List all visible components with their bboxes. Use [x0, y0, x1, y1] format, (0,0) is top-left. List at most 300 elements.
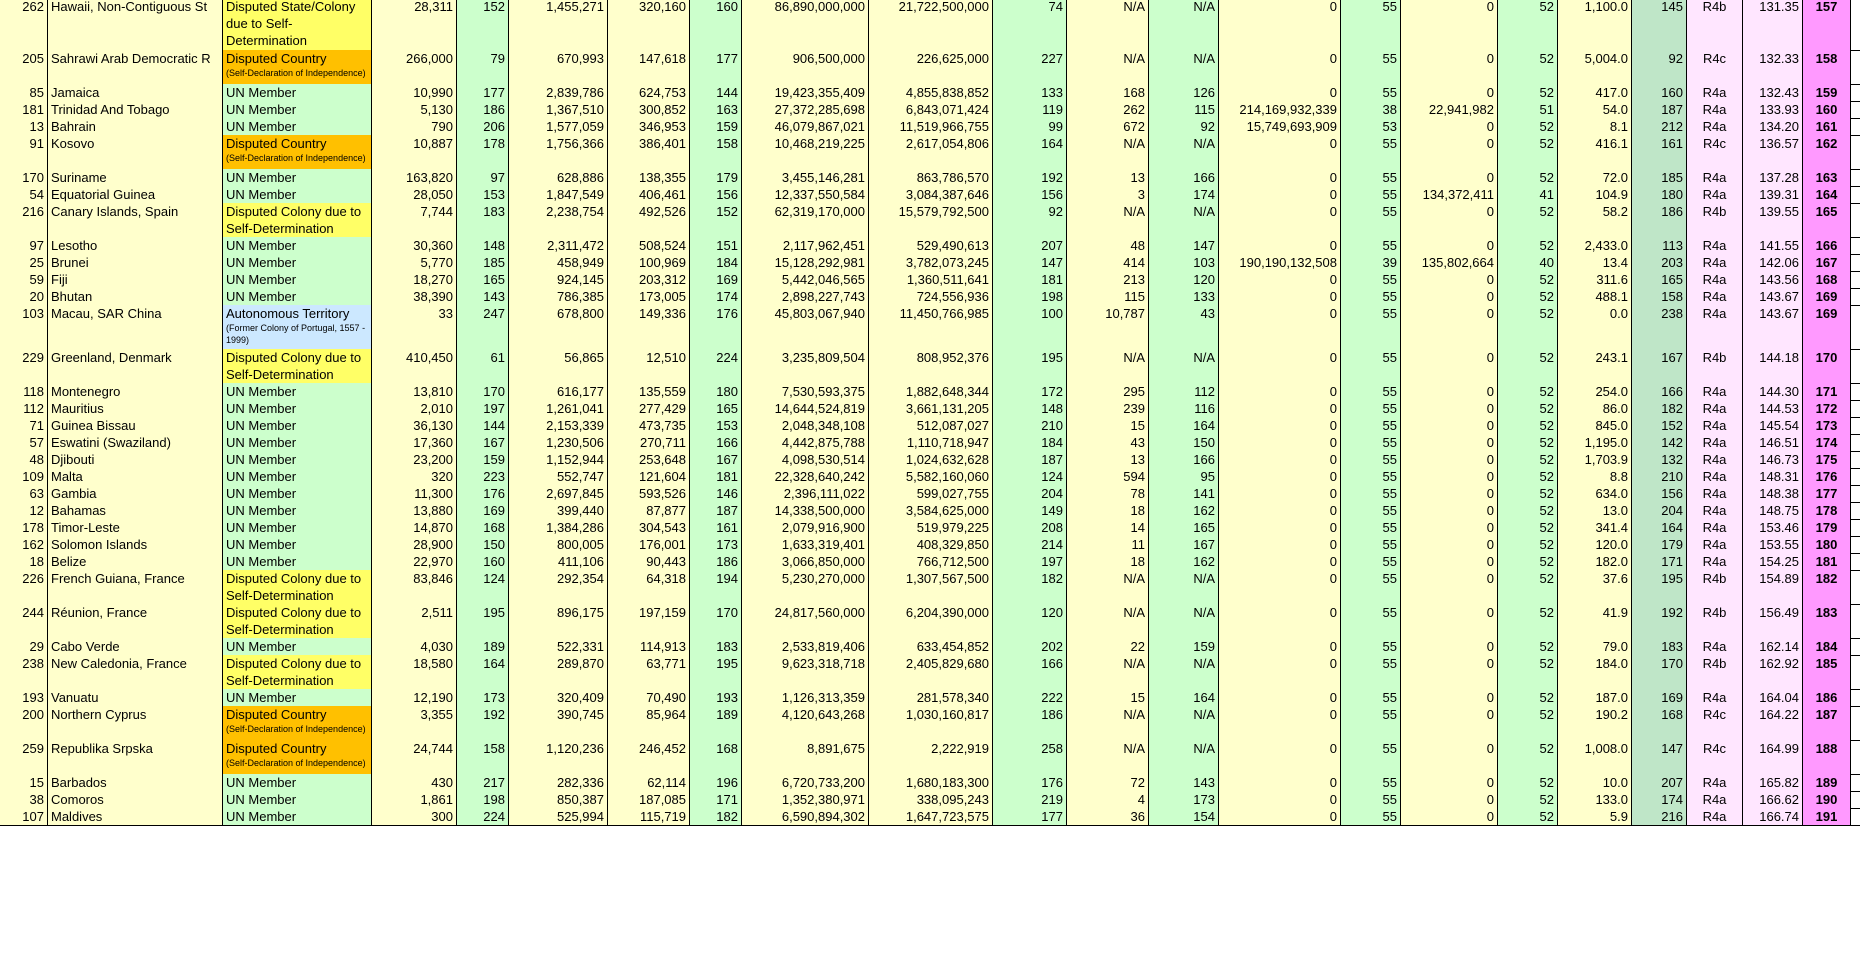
c14-cell[interactable]: 0: [1401, 135, 1498, 169]
c10-cell[interactable]: 115: [1067, 288, 1149, 305]
gdp-cell[interactable]: 3,455,146,281: [742, 169, 869, 186]
area-rank-cell[interactable]: 206: [457, 118, 509, 135]
c8-cell[interactable]: 15,579,792,500: [869, 203, 993, 237]
c6-cell[interactable]: 171: [690, 791, 742, 808]
c10-cell[interactable]: 3: [1067, 186, 1149, 203]
c17-cell[interactable]: 113: [1632, 237, 1687, 254]
country-cell[interactable]: Djibouti: [48, 451, 223, 468]
id-cell[interactable]: 216: [0, 203, 48, 237]
c16-cell[interactable]: 254.0: [1558, 383, 1632, 400]
area-rank-cell[interactable]: 176: [457, 485, 509, 502]
region-cell[interactable]: R4a: [1687, 808, 1743, 825]
c15-cell[interactable]: 52: [1498, 468, 1558, 485]
c11-cell[interactable]: 43: [1149, 305, 1219, 349]
status-cell[interactable]: [223, 434, 372, 451]
c16-cell[interactable]: 2,433.0: [1558, 237, 1632, 254]
c12-cell[interactable]: 0: [1219, 434, 1341, 451]
c9-cell[interactable]: 197: [993, 553, 1067, 570]
id-cell[interactable]: 29: [0, 638, 48, 655]
c14-cell[interactable]: 0: [1401, 808, 1498, 825]
status-cell[interactable]: [223, 50, 372, 84]
c17-cell[interactable]: 204: [1632, 502, 1687, 519]
c12-cell[interactable]: 0: [1219, 237, 1341, 254]
c16-cell[interactable]: 79.0: [1558, 638, 1632, 655]
status-cell[interactable]: [223, 271, 372, 288]
c12-cell[interactable]: 0: [1219, 791, 1341, 808]
area-rank-cell[interactable]: 167: [457, 434, 509, 451]
status-cell[interactable]: [223, 519, 372, 536]
gdp-cell[interactable]: 27,372,285,698: [742, 101, 869, 118]
c8-cell[interactable]: 599,027,755: [869, 485, 993, 502]
c11-cell[interactable]: 167: [1149, 536, 1219, 553]
c12-cell[interactable]: 0: [1219, 502, 1341, 519]
c8-cell[interactable]: 1,360,511,641: [869, 271, 993, 288]
c12-cell[interactable]: 0: [1219, 186, 1341, 203]
c11-cell[interactable]: 162: [1149, 502, 1219, 519]
pop-cell[interactable]: 850,387: [509, 791, 608, 808]
c8-cell[interactable]: 529,490,613: [869, 237, 993, 254]
c6-cell[interactable]: 166: [690, 434, 742, 451]
gdp-cell[interactable]: 2,117,962,451: [742, 237, 869, 254]
c6-cell[interactable]: 156: [690, 186, 742, 203]
region-cell[interactable]: R4c: [1687, 706, 1743, 740]
c5-cell[interactable]: 135,559: [608, 383, 690, 400]
rank-cell[interactable]: 172: [1803, 400, 1851, 417]
c15-cell[interactable]: 52: [1498, 203, 1558, 237]
area-cell[interactable]: 410,450: [372, 349, 457, 383]
c12-cell[interactable]: 0: [1219, 203, 1341, 237]
area-cell[interactable]: 430: [372, 774, 457, 791]
score-cell[interactable]: 132.33: [1743, 50, 1803, 84]
c16-cell[interactable]: 311.6: [1558, 271, 1632, 288]
region-cell[interactable]: R4c: [1687, 50, 1743, 84]
c8-cell[interactable]: 408,329,850: [869, 536, 993, 553]
c8-cell[interactable]: 1,882,648,344: [869, 383, 993, 400]
pop-cell[interactable]: 2,311,472: [509, 237, 608, 254]
pop-cell[interactable]: 678,800: [509, 305, 608, 349]
c11-cell[interactable]: 120: [1149, 271, 1219, 288]
rank-cell[interactable]: 160: [1803, 101, 1851, 118]
c5-cell[interactable]: 624,753: [608, 84, 690, 101]
c13-cell[interactable]: 55: [1341, 655, 1401, 689]
gdp-cell[interactable]: 15,128,292,981: [742, 254, 869, 271]
c11-cell[interactable]: 164: [1149, 417, 1219, 434]
country-cell[interactable]: Jamaica: [48, 84, 223, 101]
area-cell[interactable]: 10,887: [372, 135, 457, 169]
c6-cell[interactable]: 144: [690, 84, 742, 101]
c13-cell[interactable]: 55: [1341, 349, 1401, 383]
c6-cell[interactable]: 176: [690, 305, 742, 349]
area-cell[interactable]: 4,030: [372, 638, 457, 655]
pop-cell[interactable]: 390,745: [509, 706, 608, 740]
region-cell[interactable]: R4a: [1687, 519, 1743, 536]
c14-cell[interactable]: 0: [1401, 451, 1498, 468]
c8-cell[interactable]: 11,450,766,985: [869, 305, 993, 349]
c9-cell[interactable]: 172: [993, 383, 1067, 400]
rank-cell[interactable]: 179: [1803, 519, 1851, 536]
c10-cell[interactable]: 168: [1067, 84, 1149, 101]
gdp-cell[interactable]: 2,898,227,743: [742, 288, 869, 305]
area-rank-cell[interactable]: 61: [457, 349, 509, 383]
c6-cell[interactable]: 165: [690, 400, 742, 417]
pop-cell[interactable]: 786,385: [509, 288, 608, 305]
c10-cell[interactable]: 14: [1067, 519, 1149, 536]
country-cell[interactable]: Maldives: [48, 808, 223, 825]
area-rank-cell[interactable]: 183: [457, 203, 509, 237]
pop-cell[interactable]: 1,756,366: [509, 135, 608, 169]
c10-cell[interactable]: 11: [1067, 536, 1149, 553]
country-cell[interactable]: Trinidad And Tobago: [48, 101, 223, 118]
area-rank-cell[interactable]: 195: [457, 604, 509, 638]
id-cell[interactable]: 193: [0, 689, 48, 706]
c12-cell[interactable]: 0: [1219, 50, 1341, 84]
country-cell[interactable]: New Caledonia, France: [48, 655, 223, 689]
status-cell[interactable]: [223, 808, 372, 825]
country-cell[interactable]: Gambia: [48, 485, 223, 502]
score-cell[interactable]: 136.57: [1743, 135, 1803, 169]
c12-cell[interactable]: 0: [1219, 689, 1341, 706]
status-cell[interactable]: [223, 502, 372, 519]
country-cell[interactable]: Montenegro: [48, 383, 223, 400]
id-cell[interactable]: 118: [0, 383, 48, 400]
c11-cell[interactable]: 154: [1149, 808, 1219, 825]
c16-cell[interactable]: 634.0: [1558, 485, 1632, 502]
score-cell[interactable]: 134.20: [1743, 118, 1803, 135]
score-cell[interactable]: 137.28: [1743, 169, 1803, 186]
c17-cell[interactable]: 216: [1632, 808, 1687, 825]
region-cell[interactable]: R4a: [1687, 400, 1743, 417]
rank-cell[interactable]: 171: [1803, 383, 1851, 400]
c9-cell[interactable]: 120: [993, 604, 1067, 638]
c8-cell[interactable]: 512,087,027: [869, 417, 993, 434]
gdp-cell[interactable]: 4,098,530,514: [742, 451, 869, 468]
c15-cell[interactable]: 52: [1498, 519, 1558, 536]
c14-cell[interactable]: 0: [1401, 519, 1498, 536]
status-cell[interactable]: [223, 101, 372, 118]
c13-cell[interactable]: 38: [1341, 101, 1401, 118]
status-cell[interactable]: [223, 791, 372, 808]
region-cell[interactable]: R4c: [1687, 740, 1743, 774]
c5-cell[interactable]: 90,443: [608, 553, 690, 570]
gdp-cell[interactable]: 2,396,111,022: [742, 485, 869, 502]
region-cell[interactable]: R4a: [1687, 169, 1743, 186]
c11-cell[interactable]: 147: [1149, 237, 1219, 254]
rank-cell[interactable]: 183: [1803, 604, 1851, 638]
id-cell[interactable]: 103: [0, 305, 48, 349]
c15-cell[interactable]: 52: [1498, 791, 1558, 808]
rank-cell[interactable]: 162: [1803, 135, 1851, 169]
c5-cell[interactable]: 115,719: [608, 808, 690, 825]
c5-cell[interactable]: 197,159: [608, 604, 690, 638]
gdp-cell[interactable]: 86,890,000,000: [742, 0, 869, 50]
score-cell[interactable]: 144.53: [1743, 400, 1803, 417]
gdp-cell[interactable]: 9,623,318,718: [742, 655, 869, 689]
score-cell[interactable]: 139.55: [1743, 203, 1803, 237]
c17-cell[interactable]: 92: [1632, 50, 1687, 84]
c12-cell[interactable]: 0: [1219, 638, 1341, 655]
country-cell[interactable]: Lesotho: [48, 237, 223, 254]
score-cell[interactable]: 139.31: [1743, 186, 1803, 203]
id-cell[interactable]: 112: [0, 400, 48, 417]
pop-cell[interactable]: 628,886: [509, 169, 608, 186]
country-cell[interactable]: Bahrain: [48, 118, 223, 135]
id-cell[interactable]: 38: [0, 791, 48, 808]
country-cell[interactable]: Fiji: [48, 271, 223, 288]
area-cell[interactable]: 13,880: [372, 502, 457, 519]
c11-cell[interactable]: 126: [1149, 84, 1219, 101]
c11-cell[interactable]: N/A: [1149, 50, 1219, 84]
rank-cell[interactable]: 165: [1803, 203, 1851, 237]
c16-cell[interactable]: 1,703.9: [1558, 451, 1632, 468]
id-cell[interactable]: 170: [0, 169, 48, 186]
gdp-cell[interactable]: 2,079,916,900: [742, 519, 869, 536]
c9-cell[interactable]: 100: [993, 305, 1067, 349]
area-cell[interactable]: 30,360: [372, 237, 457, 254]
c10-cell[interactable]: 36: [1067, 808, 1149, 825]
id-cell[interactable]: 178: [0, 519, 48, 536]
area-rank-cell[interactable]: 152: [457, 0, 509, 50]
c16-cell[interactable]: 0.0: [1558, 305, 1632, 349]
pop-cell[interactable]: 800,005: [509, 536, 608, 553]
c13-cell[interactable]: 55: [1341, 186, 1401, 203]
c9-cell[interactable]: 124: [993, 468, 1067, 485]
c14-cell[interactable]: 0: [1401, 468, 1498, 485]
area-rank-cell[interactable]: 185: [457, 254, 509, 271]
c11-cell[interactable]: 141: [1149, 485, 1219, 502]
c8-cell[interactable]: 3,084,387,646: [869, 186, 993, 203]
c17-cell[interactable]: 186: [1632, 203, 1687, 237]
c12-cell[interactable]: 0: [1219, 169, 1341, 186]
gdp-cell[interactable]: 4,120,643,268: [742, 706, 869, 740]
pop-cell[interactable]: 2,839,786: [509, 84, 608, 101]
country-cell[interactable]: Brunei: [48, 254, 223, 271]
status-cell[interactable]: [223, 383, 372, 400]
c15-cell[interactable]: 52: [1498, 349, 1558, 383]
c10-cell[interactable]: 414: [1067, 254, 1149, 271]
pop-cell[interactable]: 282,336: [509, 774, 608, 791]
c5-cell[interactable]: 300,852: [608, 101, 690, 118]
region-cell[interactable]: R4b: [1687, 0, 1743, 50]
c13-cell[interactable]: 55: [1341, 519, 1401, 536]
c10-cell[interactable]: 78: [1067, 485, 1149, 502]
c15-cell[interactable]: 52: [1498, 305, 1558, 349]
c14-cell[interactable]: 0: [1401, 0, 1498, 50]
area-rank-cell[interactable]: 192: [457, 706, 509, 740]
score-cell[interactable]: 143.56: [1743, 271, 1803, 288]
pop-cell[interactable]: 2,153,339: [509, 417, 608, 434]
c11-cell[interactable]: 115: [1149, 101, 1219, 118]
c14-cell[interactable]: 0: [1401, 689, 1498, 706]
c8-cell[interactable]: 808,952,376: [869, 349, 993, 383]
area-rank-cell[interactable]: 153: [457, 186, 509, 203]
c14-cell[interactable]: 0: [1401, 536, 1498, 553]
area-cell[interactable]: 10,990: [372, 84, 457, 101]
rank-cell[interactable]: 157: [1803, 0, 1851, 50]
area-cell[interactable]: 13,810: [372, 383, 457, 400]
id-cell[interactable]: 97: [0, 237, 48, 254]
c10-cell[interactable]: 262: [1067, 101, 1149, 118]
region-cell[interactable]: R4a: [1687, 254, 1743, 271]
c16-cell[interactable]: 8.1: [1558, 118, 1632, 135]
country-cell[interactable]: Eswatini (Swaziland): [48, 434, 223, 451]
c16-cell[interactable]: 341.4: [1558, 519, 1632, 536]
c12-cell[interactable]: 15,749,693,909: [1219, 118, 1341, 135]
score-cell[interactable]: 131.35: [1743, 0, 1803, 50]
status-cell[interactable]: [223, 553, 372, 570]
c10-cell[interactable]: 43: [1067, 434, 1149, 451]
c13-cell[interactable]: 39: [1341, 254, 1401, 271]
status-cell[interactable]: [223, 254, 372, 271]
c17-cell[interactable]: 158: [1632, 288, 1687, 305]
status-cell[interactable]: [223, 169, 372, 186]
gdp-cell[interactable]: 906,500,000: [742, 50, 869, 84]
c8-cell[interactable]: 1,680,183,300: [869, 774, 993, 791]
area-rank-cell[interactable]: 97: [457, 169, 509, 186]
id-cell[interactable]: 20: [0, 288, 48, 305]
id-cell[interactable]: 71: [0, 417, 48, 434]
c16-cell[interactable]: 54.0: [1558, 101, 1632, 118]
pop-cell[interactable]: 292,354: [509, 570, 608, 604]
c6-cell[interactable]: 194: [690, 570, 742, 604]
c5-cell[interactable]: 406,461: [608, 186, 690, 203]
pop-cell[interactable]: 320,409: [509, 689, 608, 706]
c16-cell[interactable]: 120.0: [1558, 536, 1632, 553]
score-cell[interactable]: 146.51: [1743, 434, 1803, 451]
gdp-cell[interactable]: 2,048,348,108: [742, 417, 869, 434]
id-cell[interactable]: 91: [0, 135, 48, 169]
id-cell[interactable]: 107: [0, 808, 48, 825]
c17-cell[interactable]: 164: [1632, 519, 1687, 536]
c14-cell[interactable]: 0: [1401, 774, 1498, 791]
c9-cell[interactable]: 219: [993, 791, 1067, 808]
c11-cell[interactable]: 150: [1149, 434, 1219, 451]
c5-cell[interactable]: 121,604: [608, 468, 690, 485]
c8-cell[interactable]: 1,647,723,575: [869, 808, 993, 825]
gdp-cell[interactable]: 14,644,524,819: [742, 400, 869, 417]
c15-cell[interactable]: 52: [1498, 118, 1558, 135]
pop-cell[interactable]: 924,145: [509, 271, 608, 288]
c17-cell[interactable]: 212: [1632, 118, 1687, 135]
status-cell[interactable]: [223, 604, 372, 638]
score-cell[interactable]: 144.30: [1743, 383, 1803, 400]
c15-cell[interactable]: 52: [1498, 502, 1558, 519]
score-cell[interactable]: 141.55: [1743, 237, 1803, 254]
country-cell[interactable]: Bahamas: [48, 502, 223, 519]
country-cell[interactable]: Republika Srpska: [48, 740, 223, 774]
score-cell[interactable]: 162.92: [1743, 655, 1803, 689]
c12-cell[interactable]: 0: [1219, 0, 1341, 50]
c17-cell[interactable]: 165: [1632, 271, 1687, 288]
c14-cell[interactable]: 0: [1401, 655, 1498, 689]
score-cell[interactable]: 166.74: [1743, 808, 1803, 825]
c13-cell[interactable]: 55: [1341, 271, 1401, 288]
pop-cell[interactable]: 1,455,271: [509, 0, 608, 50]
c11-cell[interactable]: 166: [1149, 169, 1219, 186]
c16-cell[interactable]: 86.0: [1558, 400, 1632, 417]
rank-cell[interactable]: 169: [1803, 288, 1851, 305]
c12-cell[interactable]: 0: [1219, 570, 1341, 604]
c12-cell[interactable]: 0: [1219, 383, 1341, 400]
c17-cell[interactable]: 152: [1632, 417, 1687, 434]
pop-cell[interactable]: 1,577,059: [509, 118, 608, 135]
c10-cell[interactable]: 594: [1067, 468, 1149, 485]
c6-cell[interactable]: 177: [690, 50, 742, 84]
c13-cell[interactable]: 55: [1341, 169, 1401, 186]
region-cell[interactable]: R4a: [1687, 305, 1743, 349]
pop-cell[interactable]: 1,847,549: [509, 186, 608, 203]
c5-cell[interactable]: 253,648: [608, 451, 690, 468]
c12-cell[interactable]: 0: [1219, 808, 1341, 825]
c17-cell[interactable]: 238: [1632, 305, 1687, 349]
c5-cell[interactable]: 87,877: [608, 502, 690, 519]
region-cell[interactable]: R4c: [1687, 135, 1743, 169]
c14-cell[interactable]: 22,941,982: [1401, 101, 1498, 118]
region-cell[interactable]: R4a: [1687, 502, 1743, 519]
c5-cell[interactable]: 147,618: [608, 50, 690, 84]
area-cell[interactable]: 790: [372, 118, 457, 135]
score-cell[interactable]: 148.75: [1743, 502, 1803, 519]
area-rank-cell[interactable]: 224: [457, 808, 509, 825]
c16-cell[interactable]: 41.9: [1558, 604, 1632, 638]
c15-cell[interactable]: 52: [1498, 451, 1558, 468]
area-cell[interactable]: 38,390: [372, 288, 457, 305]
c17-cell[interactable]: 170: [1632, 655, 1687, 689]
c10-cell[interactable]: 4: [1067, 791, 1149, 808]
c15-cell[interactable]: 52: [1498, 740, 1558, 774]
score-cell[interactable]: 165.82: [1743, 774, 1803, 791]
c16-cell[interactable]: 416.1: [1558, 135, 1632, 169]
c8-cell[interactable]: 3,661,131,205: [869, 400, 993, 417]
c14-cell[interactable]: 0: [1401, 118, 1498, 135]
c10-cell[interactable]: N/A: [1067, 50, 1149, 84]
area-rank-cell[interactable]: 217: [457, 774, 509, 791]
gdp-cell[interactable]: 6,720,733,200: [742, 774, 869, 791]
c14-cell[interactable]: 0: [1401, 706, 1498, 740]
gdp-cell[interactable]: 19,423,355,409: [742, 84, 869, 101]
gdp-cell[interactable]: 24,817,560,000: [742, 604, 869, 638]
area-rank-cell[interactable]: 164: [457, 655, 509, 689]
score-cell[interactable]: 143.67: [1743, 288, 1803, 305]
c6-cell[interactable]: 174: [690, 288, 742, 305]
c5-cell[interactable]: 304,543: [608, 519, 690, 536]
c10-cell[interactable]: 72: [1067, 774, 1149, 791]
id-cell[interactable]: 57: [0, 434, 48, 451]
pop-cell[interactable]: 56,865: [509, 349, 608, 383]
region-cell[interactable]: R4a: [1687, 271, 1743, 288]
status-cell[interactable]: [223, 417, 372, 434]
c5-cell[interactable]: 492,526: [608, 203, 690, 237]
c15-cell[interactable]: 52: [1498, 135, 1558, 169]
c6-cell[interactable]: 186: [690, 553, 742, 570]
c11-cell[interactable]: N/A: [1149, 349, 1219, 383]
c16-cell[interactable]: 184.0: [1558, 655, 1632, 689]
area-cell[interactable]: 18,580: [372, 655, 457, 689]
pop-cell[interactable]: 289,870: [509, 655, 608, 689]
pop-cell[interactable]: 1,152,944: [509, 451, 608, 468]
c14-cell[interactable]: 0: [1401, 84, 1498, 101]
gdp-cell[interactable]: 1,633,319,401: [742, 536, 869, 553]
c11-cell[interactable]: N/A: [1149, 0, 1219, 50]
c16-cell[interactable]: 72.0: [1558, 169, 1632, 186]
c15-cell[interactable]: 52: [1498, 808, 1558, 825]
gdp-cell[interactable]: 1,352,380,971: [742, 791, 869, 808]
c14-cell[interactable]: 0: [1401, 169, 1498, 186]
c10-cell[interactable]: 15: [1067, 689, 1149, 706]
c9-cell[interactable]: 204: [993, 485, 1067, 502]
score-cell[interactable]: 145.54: [1743, 417, 1803, 434]
area-rank-cell[interactable]: 169: [457, 502, 509, 519]
c10-cell[interactable]: 15: [1067, 417, 1149, 434]
